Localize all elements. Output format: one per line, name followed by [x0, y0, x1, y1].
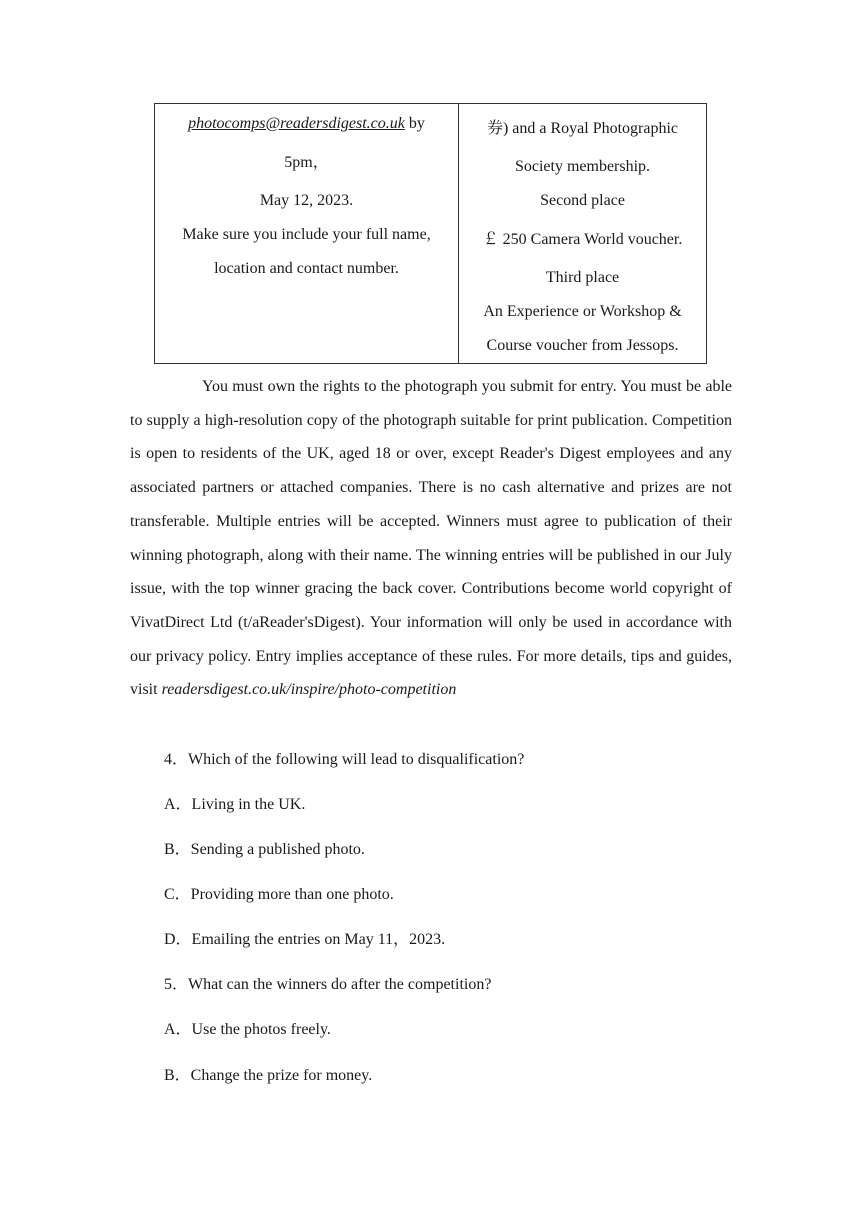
- by-text: by: [408, 115, 425, 132]
- rules-text: You must own the rights to the photograph you submit for entry. You must be able to supply a high-resolution copy of the photograph suitable for print publication. Competition is open to residents of the UK, aged 18 or over, except Reader's Digest employees and any associated partners or attached companies. There is no cash alternative and prizes are not transferable. Multiple entries will be accepted. Winners must agree to publication of their winning photograph, along with their name. The winning entries will be published in our July issue, with the top winner gracing the back cover. Contributions become world copyright of VivatDirect Ltd (t/aReader'sDigest). Your information will only be used in accordance with our privacy policy. Entry implies acceptance of these rules. For more details, tips and guides, visit: [130, 378, 732, 699]
- question-4-option-a: A．Living in the UK.: [164, 796, 306, 813]
- question-4: 4．Which of the following will lead to disqualification?: [164, 751, 525, 768]
- competition-url[interactable]: readersdigest.co.uk/inspire/photo-competition: [161, 681, 457, 699]
- include-details-line1: Make sure you include your full name,: [182, 226, 431, 243]
- question-4-option-c: C．Providing more than one photo.: [164, 886, 394, 903]
- email-link[interactable]: photocomps@readersdigest.co.uk: [188, 115, 405, 132]
- question-5-option-a: A．Use the photos freely.: [164, 1021, 331, 1038]
- entry-info-table: [154, 103, 707, 364]
- prizes-cell: [459, 104, 707, 364]
- competition-rules-paragraph: [130, 370, 732, 707]
- third-prize-line2: Course voucher from Jessops.: [486, 337, 679, 354]
- email-line: [155, 113, 458, 135]
- second-place-heading: Second place: [540, 192, 625, 209]
- deadline-date: May 12, 2023.: [259, 192, 354, 209]
- third-prize-line1: An Experience or Workshop &: [483, 303, 682, 320]
- second-prize-text: ￡ 250 Camera World voucher.: [482, 231, 683, 248]
- question-4-option-d: D．Emailing the entries on May 11，2023.: [164, 931, 446, 948]
- question-5: 5．What can the winners do after the competition?: [164, 976, 492, 993]
- include-details-line2: location and contact number.: [214, 260, 399, 277]
- deadline-time: 5pm，: [284, 154, 329, 171]
- first-prize-line2: Society membership.: [514, 158, 651, 175]
- question-5-option-b: B．Change the prize for money.: [164, 1067, 373, 1084]
- first-prize-line1: 券) and a Royal Photographic: [486, 120, 679, 137]
- submission-cell: [155, 104, 459, 364]
- third-place-heading: Third place: [545, 269, 620, 286]
- question-4-option-b: B．Sending a published photo.: [164, 841, 365, 858]
